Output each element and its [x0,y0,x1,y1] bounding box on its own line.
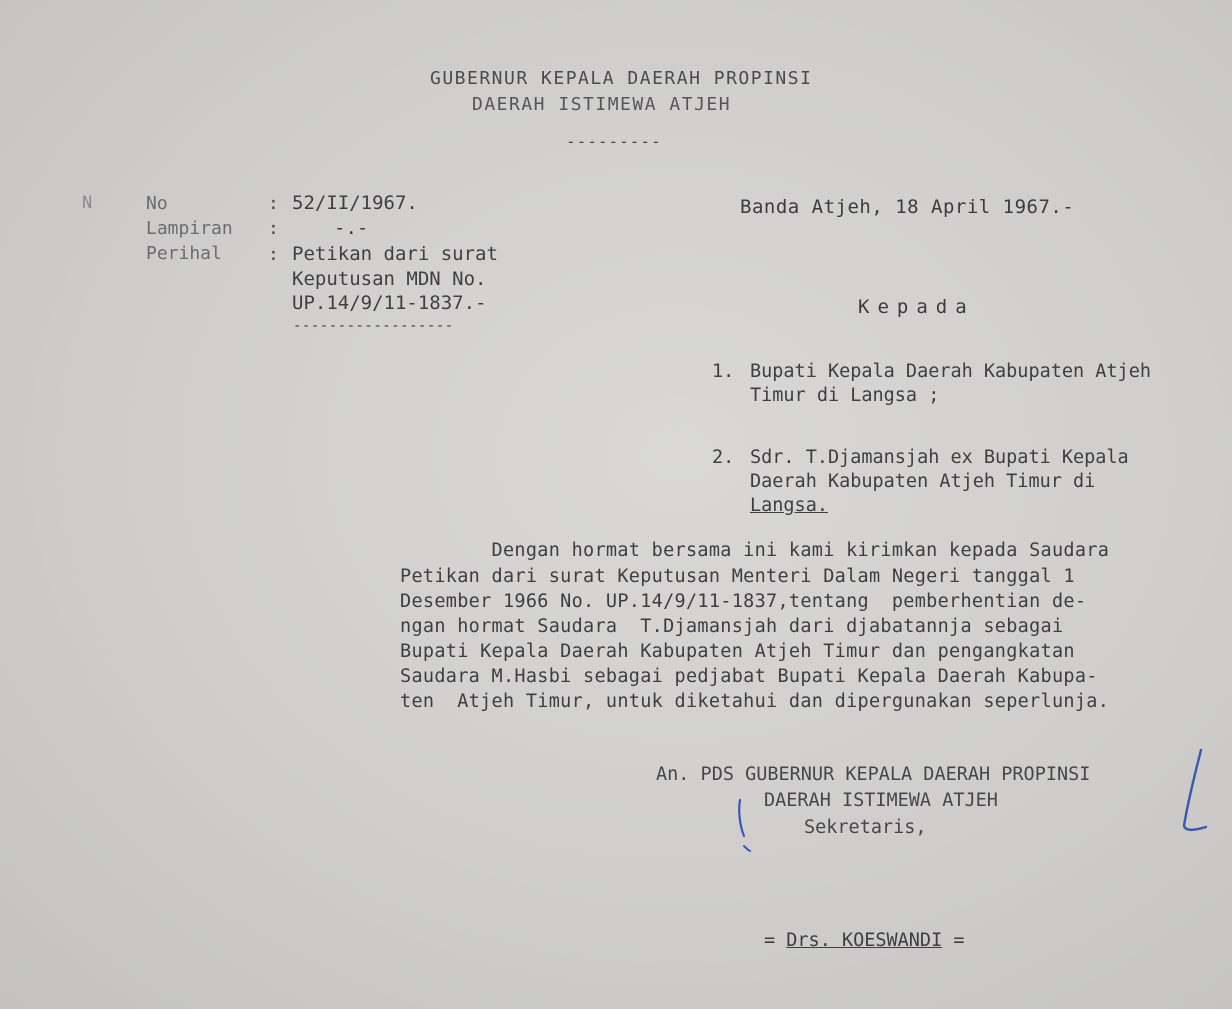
signatory-name-prefix: = [764,930,787,951]
perihal-line-2: Keputusan MDN No. [292,268,487,290]
margin-mark: N [82,193,93,213]
body-line-5: Bupati Kepala Daerah Kabupaten Atjeh Timur dan pengangkatan [400,641,1075,662]
perihal-colon: : [268,244,279,265]
lampiran-label: Lampiran [146,218,233,239]
signatory-name-text: Drs. KOESWANDI [786,930,943,951]
letterhead-rule: --------- [566,132,662,151]
recipient-2-number: 2. [712,447,735,468]
body-line-1: Dengan hormat bersama ini kami kirimkan kepada Saudara [400,540,1110,561]
letterhead-line-1: GUBERNUR KEPALA DAERAH PROPINSI [430,68,813,89]
signature-title: Sekretaris, [804,817,927,838]
body-line-6: Saudara M.Hasbi sebagai pedjabat Bupati Kepala Daerah Kabupa- [400,666,1098,687]
no-value: 52/II/1967. [292,192,418,214]
place-date: Banda Atjeh, 18 April 1967.- [740,196,1075,218]
signature-line-2: DAERAH ISTIMEWA ATJEH [764,790,998,811]
recipient-1-line-2: Timur di Langsa ; [750,385,940,406]
signatory-name [764,930,965,951]
body-line-7: ten Atjeh Timur, untuk diketahui dan dipergunakan seperlunja. [400,691,1110,712]
lampiran-value: -.- [334,217,369,239]
body-line-2: Petikan dari surat Keputusan Menteri Dalam Negeri tanggal 1 [400,566,1075,587]
no-label: No [146,193,168,214]
recipient-2-line-3: Langsa. [750,495,828,516]
signature-line-1: An. PDS GUBERNUR KEPALA DAERAH PROPINSI [656,764,1091,785]
kepada-heading: Kepada [858,296,975,318]
perihal-line-3: UP.14/9/11-1837.- [292,292,487,314]
lampiran-colon: : [268,218,279,239]
signatory-name-suffix: = [942,930,965,951]
perihal-rule: ------------------ [293,318,454,334]
recipient-1-line-1: Bupati Kepala Daerah Kabupaten Atjeh [750,361,1151,382]
recipient-1-number: 1. [712,361,735,382]
letterhead-line-2: DAERAH ISTIMEWA ATJEH [472,94,732,115]
no-colon: : [268,193,279,214]
perihal-label: Perihal [146,243,222,264]
recipient-2-line-2: Daerah Kabupaten Atjeh Timur di [750,471,1096,492]
perihal-line-1: Petikan dari surat [292,243,498,265]
body-line-4: ngan hormat Saudara T.Djamansjah dari djabatannja sebagai [400,616,1064,637]
body-line-3: Desember 1966 No. UP.14/9/11-1837,tentang pemberhentian de- [400,591,1087,612]
recipient-2-line-1: Sdr. T.Djamansjah ex Bupati Kepala [750,447,1129,468]
